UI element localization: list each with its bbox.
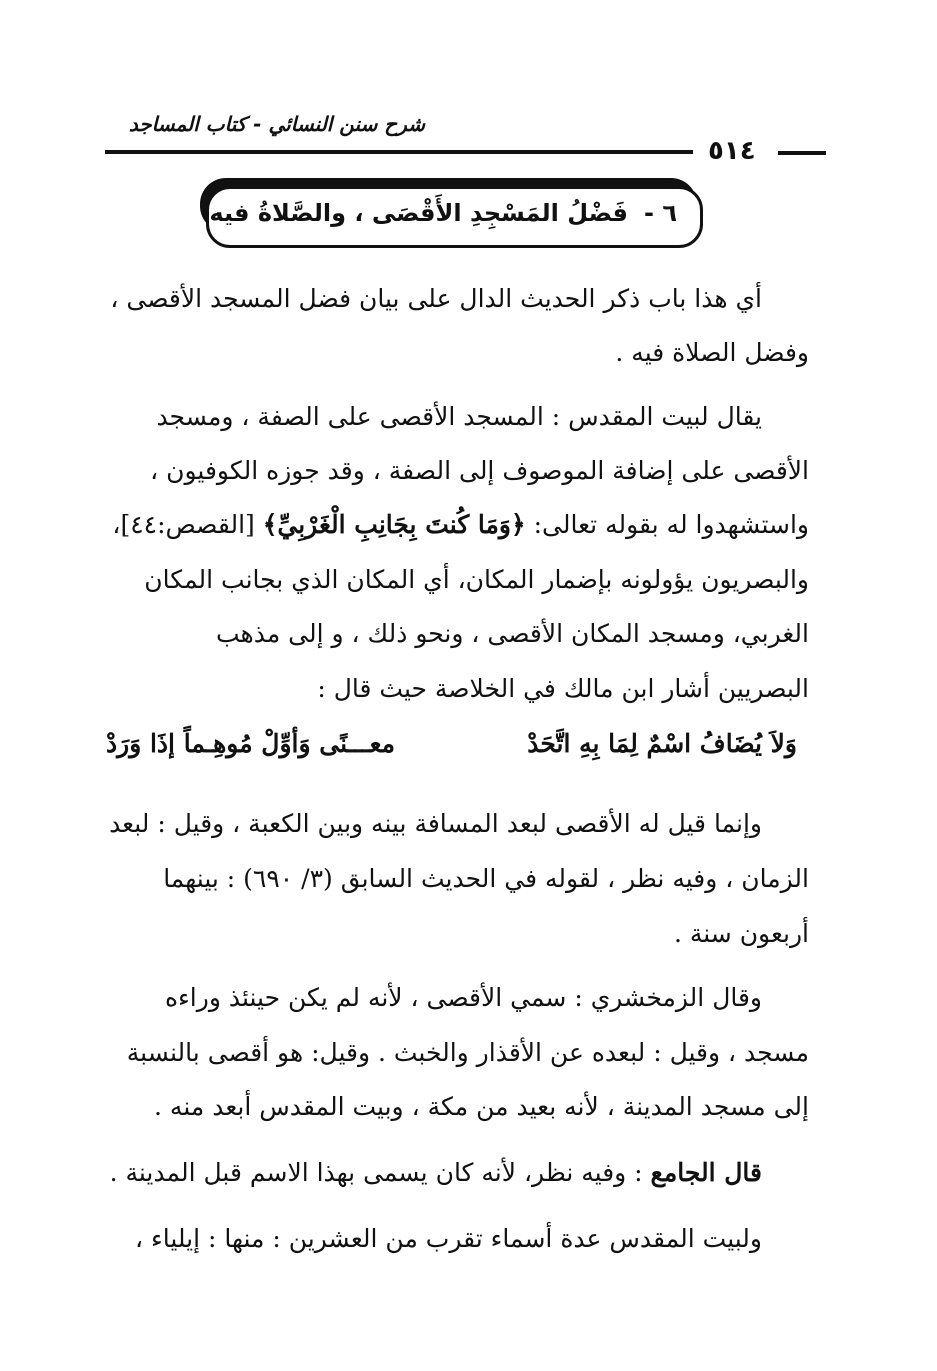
paragraph-line: وإنما قيل له الأقصى لبعد المسافة بينه وبين الكعبة ، وقيل : لبعد <box>109 809 762 838</box>
jami-label: قال الجامع <box>650 1158 762 1187</box>
paragraph-line: البصريين أشار ابن مالك في الخلاصة حيث قال : <box>317 674 809 703</box>
paragraph-line: الزمان ، وفيه نظر ، لقوله في الحديث السابق (٣/ ٦٩٠) : بينهما <box>163 864 809 893</box>
chapter-heading <box>209 199 677 227</box>
jami-comment-line <box>110 1160 762 1185</box>
paragraph-line: أي هذا باب ذكر الحديث الدال على بيان فضل المسجد الأقصى ، <box>110 284 762 313</box>
quran-quote: ﴿وَمَا كُنتَ بِجَانِبِ الْغَرْبِيِّ﴾ <box>262 510 526 539</box>
verse-second-hemistich: معـــنًى وَأوِّلْ مُوهِـماً إذَا وَرَدْ <box>106 729 396 758</box>
paragraph-line: يقال لبيت المقدس : المسجد الأقصى على الصفة ، ومسجد <box>156 402 762 431</box>
paragraph-line-with-quran-quote <box>112 512 809 537</box>
verse-first-hemistich: وَلاَ يُضَافُ اسْمٌ لِمَا بِهِ اتَّحَدْ <box>527 729 797 758</box>
page-number-dash <box>778 151 826 155</box>
paragraph-line: إلى مسجد المدينة ، لأنه بعيد من مكة ، وبيت المقدس أبعد منه . <box>154 1092 809 1121</box>
paragraph-line: مسجد ، وقيل : لبعده عن الأقذار والخبث . وقيل: هو أقصى بالنسبة <box>126 1038 809 1067</box>
paragraph-line: الغربي، ومسجد المكان الأقصى ، ونحو ذلك ، و إلى مذهب <box>215 619 809 648</box>
chapter-number: ٦ - <box>644 199 677 227</box>
chapter-title: فَضْلُ المَسْجِدِ الأَقْصَى ، والصَّلاةُ فيه <box>209 199 629 227</box>
header-rule <box>105 150 693 154</box>
paragraph-line: وقال الزمخشري : سمي الأقصى ، لأنه لم يكن حينئذ وراءه <box>164 983 762 1012</box>
running-header-title: شرح سنن النسائي - كتاب المساجد <box>128 112 425 136</box>
paragraph-line: والبصريون يؤولونه بإضمار المكان، أي المكان الذي بجانب المكان <box>144 565 809 594</box>
paragraph-line: أربعون سنة . <box>673 919 809 948</box>
line-text-after: [القصص:٤٤]، <box>112 510 263 539</box>
jami-text: : وفيه نظر، لأنه كان يسمى بهذا الاسم قبل المدينة . <box>109 1158 651 1187</box>
line-text-before: واستشهدوا له بقوله تعالى: <box>525 510 809 539</box>
paragraph-line: ولبيت المقدس عدة أسماء تقرب من العشرين : منها : إيلياء ، <box>134 1224 762 1253</box>
paragraph-line: الأقصى على إضافة الموصوف إلى الصفة ، وقد جوزه الكوفيون ، <box>150 456 809 485</box>
paragraph-line: وفضل الصلاة فيه . <box>615 338 809 367</box>
page-number: ٥١٤ <box>708 136 756 166</box>
